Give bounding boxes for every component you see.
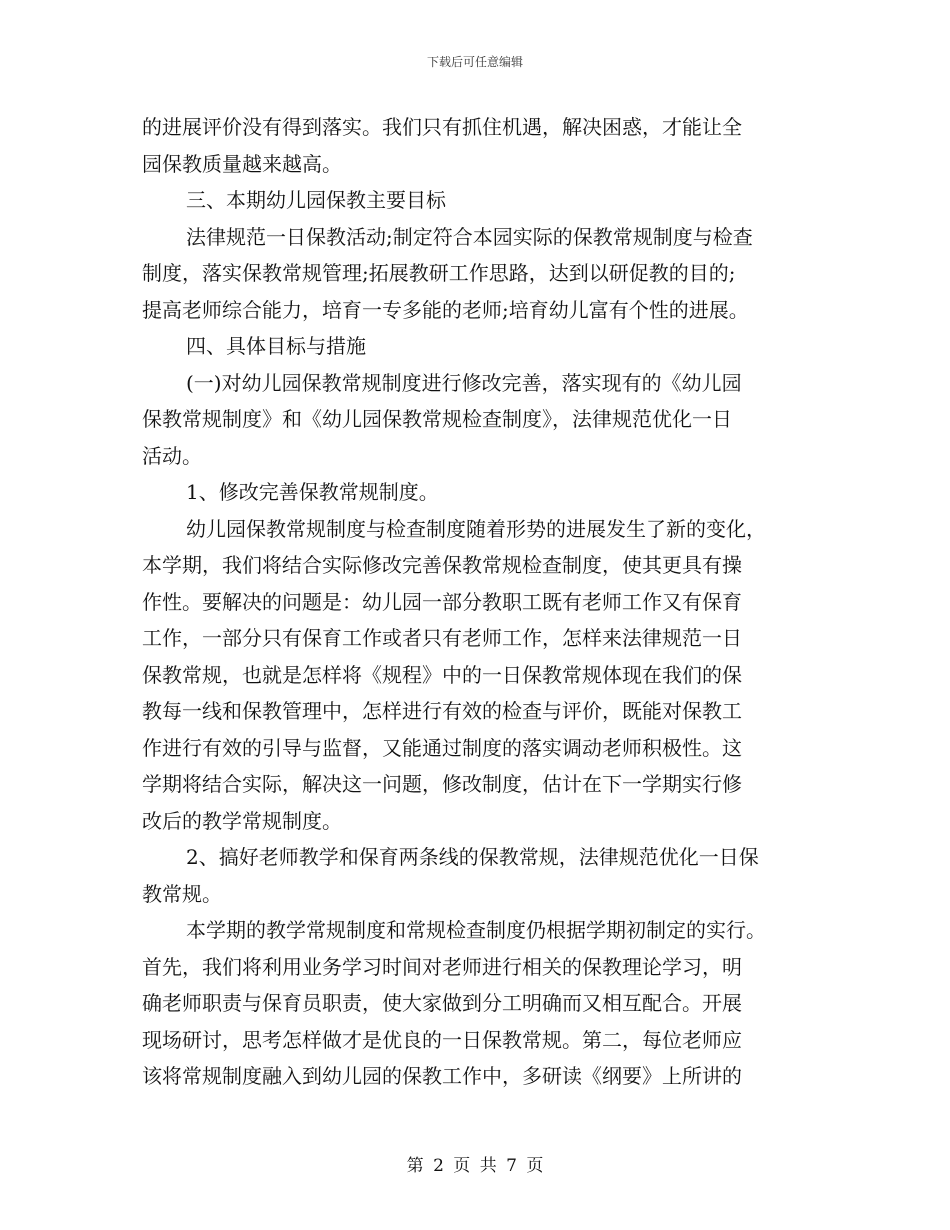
text-line: 园保教质量越来越高。 [142,151,342,176]
text-line: 本学期的教学常规制度和常规检查制度仍根据学期初制定的实行。 [186,918,766,942]
text-line: 作进行有效的引导与监督，又能通过制度的落实调动老师积极性。这 [142,735,742,760]
text-line: 1、修改完善保教常规制度。 [186,480,439,504]
text-line: 2、搞好老师教学和保育两条线的保教常规，法律规范优化一日保 [186,845,759,869]
text-line: 四、具体目标与措施 [186,334,366,358]
text-line: 法律规范一日保教活动;制定符合本园实际的保教常规制度与检查 [186,224,753,249]
page-header-note: 下载后可任意编辑 [426,55,523,69]
text-line: 工作，一部分只有保育工作或者只有老师工作，怎样来法律规范一日 [142,626,742,650]
text-line: 本学期，我们将结合实际修改完善保教常规检查制度，使其更具有操 [142,553,742,577]
text-line: 作性。要解决的问题是：幼儿园一部分教职工既有老师工作又有保育 [142,589,742,614]
text-line: 保教常规制度》和《幼儿园保教常规检查制度》，法律规范优化一日 [142,407,732,431]
page-number-footer: 第 2 页 共 7 页 [406,1156,544,1176]
text-line: 三、本期幼儿园保教主要目标 [186,188,446,212]
text-line: 改后的教学常规制度。 [142,808,342,833]
text-line: 学期将结合实际，解决这一问题，修改制度，估计在下一学期实行修 [142,772,742,796]
text-line: 提高老师综合能力，培育一专多能的老师;培育幼儿富有个性的进展。 [142,297,749,322]
text-line: 首先，我们将利用业务学习时间对老师进行相关的保教理论学习，明 [142,954,742,979]
text-line: 的进展评价没有得到落实。我们只有抓住机遇，解决困惑，才能让全 [142,115,742,139]
text-line: 活动。 [142,443,202,468]
text-line: 保教常规，也就是怎样将《规程》中的一日保教常规体现在我们的保 [142,662,742,687]
text-line: (一)对幼儿园保教常规制度进行修改完善，落实现有的《幼儿园 [186,370,742,395]
text-line: 教每一线和保教管理中，怎样进行有效的检查与评价，既能对保教工 [142,699,742,723]
document-body [142,109,808,1095]
text-line: 该将常规制度融入到幼儿园的保教工作中，多研读《纲要》上所讲的 [142,1064,742,1088]
text-line: 现场研讨，思考怎样做才是优良的一日保教常规。第二，每位老师应 [142,1027,742,1052]
text-line: 幼儿园保教常规制度与检查制度随着形势的进展发生了新的变化， [186,516,766,541]
text-line: 确老师职责与保育员职责，使大家做到分工明确而又相互配合。开展 [142,991,742,1015]
text-line: 制度，落实保教常规管理;拓展教研工作思路，达到以研促教的目的; [142,261,736,285]
text-line: 教常规。 [142,881,222,906]
